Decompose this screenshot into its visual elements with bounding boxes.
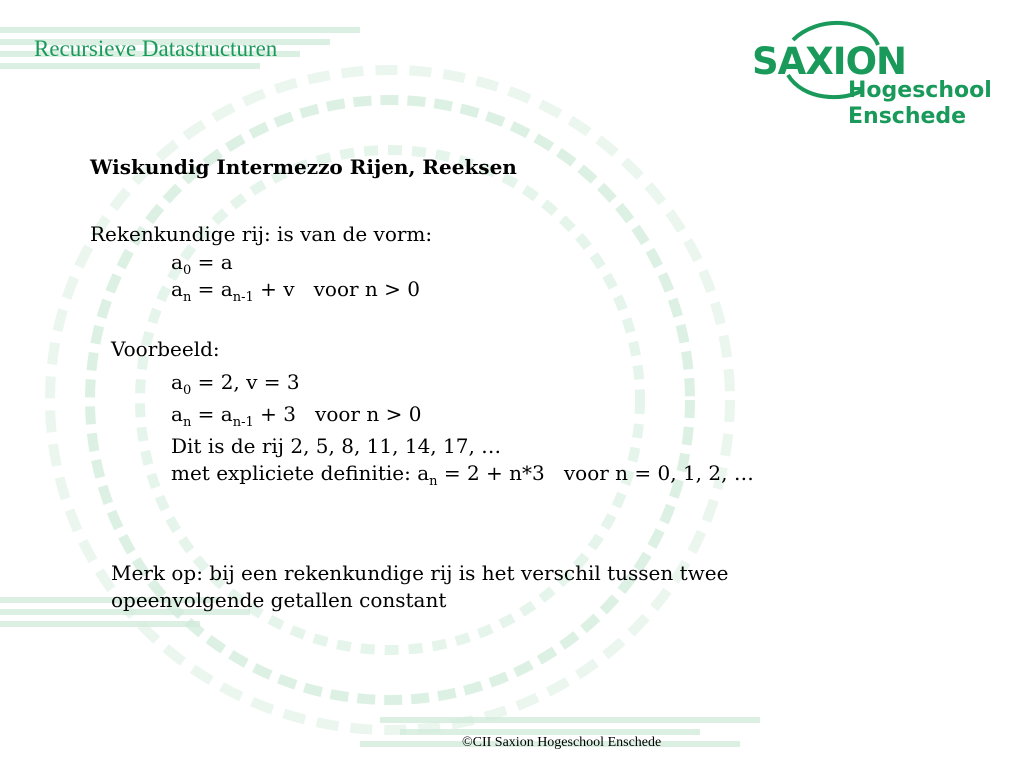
slide-heading: Wiskundig Intermezzo Rijen, Reeksen (90, 155, 517, 179)
header-title: Recursieve Datastructuren (34, 36, 278, 61)
example-line-3: Dit is de rij 2, 5, 8, 11, 14, 17, … (171, 434, 502, 458)
example-label: Voorbeeld: (111, 337, 220, 361)
definition-line-1: $a_0 = a$ (171, 250, 233, 278)
logo-line2: Hogeschool (848, 78, 992, 103)
definition-line-2: $a_n = a_{n-1} + v$ voor n > 0 (171, 277, 420, 305)
intro-text: Rekenkundige rij: is van de vorm: (90, 222, 433, 246)
logo-brand: SAXION (752, 40, 906, 83)
example-line-4: met expliciete definitie: $a_n = 2 + n*3$ voor n = 0, 1, 2, … (171, 461, 754, 489)
example-line-2: $a_n = a_{n-1} + 3$ voor n > 0 (171, 402, 422, 430)
note-line-1: Merk op: bij een rekenkundige rij is het verschil tussen twee (111, 561, 729, 585)
example-line-1: $a_0 = 2$, v = 3 (171, 370, 300, 398)
note-line-2: opeenvolgende getallen constant (111, 588, 447, 612)
logo-line3: Enschede (848, 104, 967, 129)
footer-copyright: ©CII Saxion Hogeschool Enschede (462, 735, 662, 750)
